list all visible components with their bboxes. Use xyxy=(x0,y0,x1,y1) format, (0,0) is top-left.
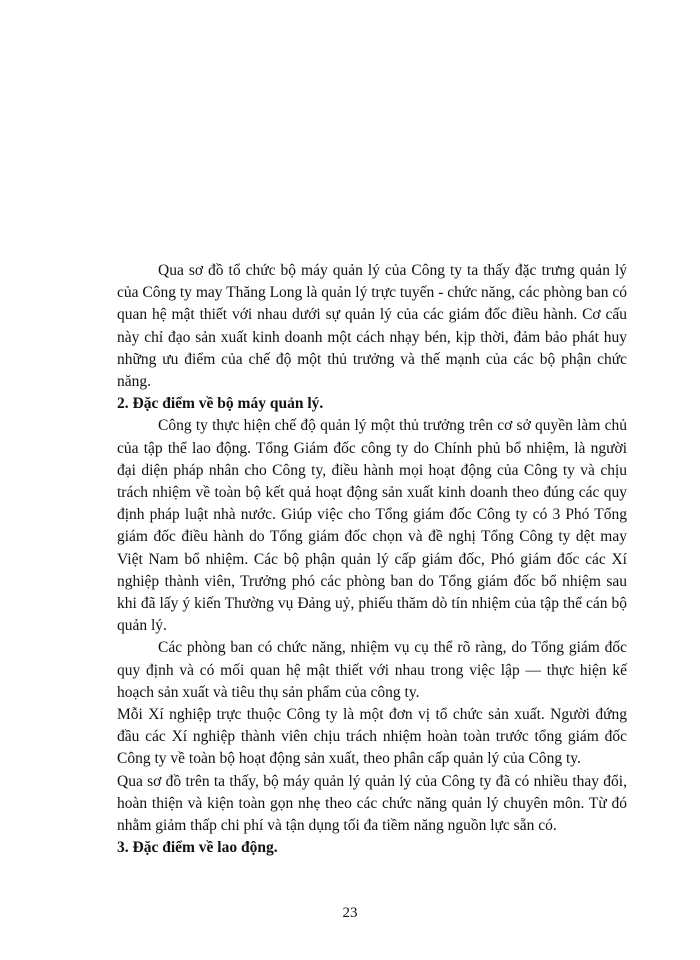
section-heading-labor: 3. Đặc điểm về lao động. xyxy=(117,839,278,857)
page-number: 23 xyxy=(342,905,358,921)
paragraph-conclusion: Qua sơ đồ trên ta thấy, bộ máy quản lý quản lý của Công ty đã có nhiều thay đổi, hoàn thiện và kiện toàn gọn nhẹ theo các chức năng quản lý chuyên môn. Từ đó nhằm giảm thấp chi phí và tận dụng tối đa tiềm năng nguồn lực sẵn có. xyxy=(117,772,627,835)
paragraph-management-regime: Công ty thực hiện chế độ quản lý một thủ trưởng trên cơ sở quyền làm chủ của tập thể lao động. Tổng Giám đốc công ty do Chính phủ bổ nhiệm, là người đại diện pháp nhân cho Công ty, điều hành mọi hoạt động của Công ty và chịu trách nhiệm về toàn bộ kết quả hoạt động sản xuất kinh doanh theo đúng các quy định pháp luật nhà nước. Giúp việc cho Tổng giám đốc Công ty có 3 Phó Tổng giám đốc điều hành do Tổng giám đốc chọn và đề nghị Tổng Công ty dệt may Việt Nam bổ nhiệm. Các bộ phận quản lý cấp giám đốc, Phó giám đốc các Xí nghiệp thành viên, Trưởng phó các phòng ban do Tổng giám đốc bổ nhiệm sau khi đã lấy ý kiến Thường vụ Đảng uỷ, phiếu thăm dò tín nhiệm của tập thể cán bộ quản lý. xyxy=(117,417,627,635)
document-body xyxy=(117,260,627,859)
paragraph-enterprises: Mỗi Xí nghiệp trực thuộc Công ty là một đơn vị tổ chức sản xuất. Người đứng đầu các Xí nghiệp thành viên chịu trách nhiệm hoàn toàn trước tổng giám đốc Công ty về toàn bộ hoạt động sản xuất, theo phân cấp quản lý của Công ty. xyxy=(117,706,627,768)
paragraph-structure-summary: Qua sơ đồ tổ chức bộ máy quản lý của Công ty ta thấy đặc trưng quản lý của Công ty may Thăng Long là quản lý trực tuyến - chức năng, các phòng ban có quan hệ mật thiết với nhau dưới sự quản lý của các giám đốc điều hành. Cơ cấu này chỉ đạo sản xuất kinh doanh một cách nhạy bén, kịp thời, đảm bảo phát huy những ưu điểm của chế độ một thủ trưởng và thế mạnh của các bộ phận chức năng. xyxy=(117,262,627,391)
paragraph-departments: Các phòng ban có chức năng, nhiệm vụ cụ thể rõ ràng, do Tổng giám đốc quy định và có mối quan hệ mật thiết với nhau trong việc lập — thực hiện kế hoạch sản xuất và tiêu thụ sản phẩm của công ty. xyxy=(117,639,627,701)
section-heading-management: 2. Đặc điểm về bộ máy quản lý. xyxy=(117,395,324,413)
